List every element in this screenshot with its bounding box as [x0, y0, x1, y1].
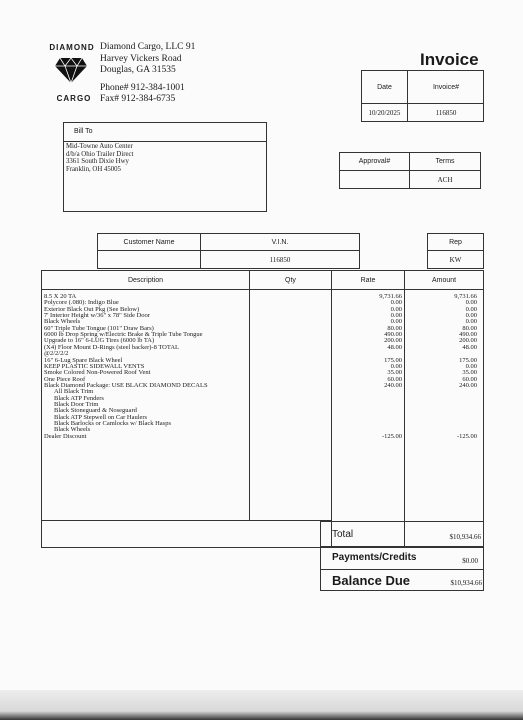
line-item-rate: 0.00 — [390, 362, 402, 370]
company-name: Diamond Cargo, LLC 91 — [100, 42, 196, 52]
bill-to-address — [66, 143, 133, 173]
line-item-description: 60" Triple Tube Tongue (101" Draw Bars) — [44, 324, 154, 332]
line-item-description: Exterior Black Out Pkg (See Below) — [44, 305, 140, 313]
scan-edge — [0, 690, 523, 720]
bill-to-label: Bill To — [74, 128, 93, 135]
line-item-amount: 0.00 — [465, 299, 477, 307]
col-header-qty: Qty — [250, 271, 332, 290]
diamond-icon — [54, 56, 88, 84]
company-address: Harvey Vickers Road — [100, 53, 182, 64]
line-item-description: Black Stoneguard & Noseguard — [54, 407, 137, 415]
logo-top-text: DIAMOND — [49, 43, 95, 52]
line-item-amount: 0.00 — [465, 318, 477, 326]
line-item-rate: 0.00 — [390, 305, 402, 313]
rep-label: Rep — [428, 234, 483, 251]
line-item-description: 8.5 X 20 TA — [44, 293, 77, 300]
line-item-description: 7' Interior Height w/36" x 78" Side Door — [44, 312, 150, 320]
approval-value — [340, 171, 410, 188]
line-items-table — [41, 270, 484, 548]
line-item-amount: -125.00 — [456, 432, 477, 440]
line-item-rate: 0.00 — [390, 312, 402, 320]
company-info — [100, 42, 195, 106]
bill-to-line: d/b/a Ohio Trailer Direct — [66, 150, 134, 158]
line-item-description: Dealer Discount — [44, 432, 87, 440]
company-logo — [40, 40, 102, 108]
line-item-description: All Black Trim — [54, 388, 94, 396]
company-phone: Phone# 912-384-1001 — [100, 82, 185, 93]
line-item-amount: 60.00 — [462, 375, 477, 383]
line-item-amount: 9,731.66 — [454, 293, 477, 300]
total-label: Total — [332, 529, 354, 540]
line-item-rate: 80.00 — [387, 324, 402, 332]
logo-bottom-text: CARGO — [56, 94, 92, 103]
line-item-description: One Piece Roof — [44, 375, 86, 383]
date-value: 10/20/2025 — [362, 104, 408, 121]
line-item-description: Black Wheels — [44, 318, 81, 326]
line-item-rate: 60.00 — [387, 375, 402, 383]
vin-value: 116850 — [269, 255, 291, 264]
total-value: $10,934.66 — [449, 533, 481, 541]
line-item-rate: 240.00 — [384, 381, 402, 389]
line-item-amount: 175.00 — [459, 356, 477, 364]
col-header-amount: Amount — [405, 271, 483, 290]
line-item-amount: 80.00 — [462, 324, 477, 332]
company-fax: Fax# 912-384-6735 — [100, 94, 176, 104]
line-item-description: Black Barlocks or Camlocks w/ Black Hasps — [54, 420, 171, 427]
bill-to-line: 3361 South Dixie Hwy — [66, 158, 129, 166]
customer-name-label: Customer Name — [98, 234, 201, 251]
terms-value: ACH — [437, 175, 453, 184]
balance-due-label: Balance Due — [332, 573, 411, 588]
line-item-rate: 35.00 — [387, 369, 402, 377]
line-item-rate: 48.00 — [387, 343, 402, 351]
col-header-description: Description — [42, 271, 250, 290]
balance-due-value: $10,934.66 — [450, 579, 482, 587]
line-item-description: @2/2/2/2 — [44, 350, 69, 358]
customer-name-value — [98, 251, 201, 268]
totals-box — [320, 521, 484, 591]
line-item-description: 16" 6-Lug Spare Black Wheel — [44, 356, 123, 364]
approval-terms-box — [339, 152, 481, 189]
bill-to-box — [63, 122, 267, 212]
line-item-description: (X4) Floor Mount D-Rings (steel backer)-8 TOTAL — [44, 343, 179, 351]
invoice-number-value: 116850 — [435, 108, 457, 117]
line-item-amount: 200.00 — [459, 337, 477, 345]
terms-label: Terms — [410, 153, 480, 171]
line-item-rate: 9,731.66 — [379, 293, 402, 300]
line-item-description: Black ATP Stepwell on Car Haulers — [54, 413, 148, 421]
bill-to-line: Mid-Towne Auto Center — [66, 143, 133, 150]
line-item-rate: -125.00 — [381, 432, 402, 440]
line-item-amount: 490.00 — [459, 331, 477, 339]
line-item-description: Black ATP Fenders — [54, 394, 104, 402]
line-item-amount: 0.00 — [465, 312, 477, 320]
line-item-rate: 0.00 — [390, 318, 402, 326]
line-item-description: Black Diamond Package: USE BLACK DIAMOND DECALS — [44, 381, 208, 389]
customer-vin-box — [97, 233, 360, 269]
bill-to-line: Franklin, OH 45005 — [66, 165, 121, 173]
rep-box — [427, 233, 484, 269]
line-item-amount: 35.00 — [462, 369, 477, 377]
line-item-amount: 48.00 — [462, 343, 477, 351]
payments-credits-value: $0.00 — [462, 557, 478, 565]
line-item-rate: 490.00 — [384, 331, 402, 339]
date-label: Date — [362, 71, 408, 103]
company-city: Douglas, GA 31535 — [100, 65, 176, 75]
line-item-description: 6000 lb Drop Spring w/Electric Brake & Triple Tube Tongue — [44, 331, 203, 339]
invoice-number-label: Invoice# — [432, 83, 460, 91]
line-item-amount: 0.00 — [465, 305, 477, 313]
invoice-meta-box — [361, 70, 484, 122]
col-header-rate: Rate — [332, 271, 405, 290]
line-item-description: Polycore (.080): Indigo Blue — [44, 299, 119, 307]
rep-value: KW — [449, 255, 462, 264]
line-item-amount: 0.00 — [465, 362, 477, 370]
line-item-rate: 175.00 — [384, 356, 402, 364]
invoice-title: Invoice — [420, 50, 479, 69]
vin-label: V.I.N. — [201, 234, 359, 251]
approval-label: Approval# — [340, 153, 410, 171]
line-item-description: Black Door Trim — [54, 400, 99, 408]
line-item-description: Smoke Colored Non-Powered Roof Vent — [44, 369, 151, 377]
line-item-description: Upgrade to 16" 6-LUG Tires (6000 lb TA) — [44, 337, 155, 345]
line-item-description: Black Wheels — [54, 426, 91, 434]
payments-credits-label: Payments/Credits — [332, 552, 417, 563]
line-item-amount: 240.00 — [459, 381, 477, 389]
line-item-rate: 0.00 — [390, 299, 402, 307]
line-item-rate: 200.00 — [384, 337, 402, 345]
line-item-description: KEEP PLASTIC SIDEWALL VENTS — [44, 362, 145, 370]
